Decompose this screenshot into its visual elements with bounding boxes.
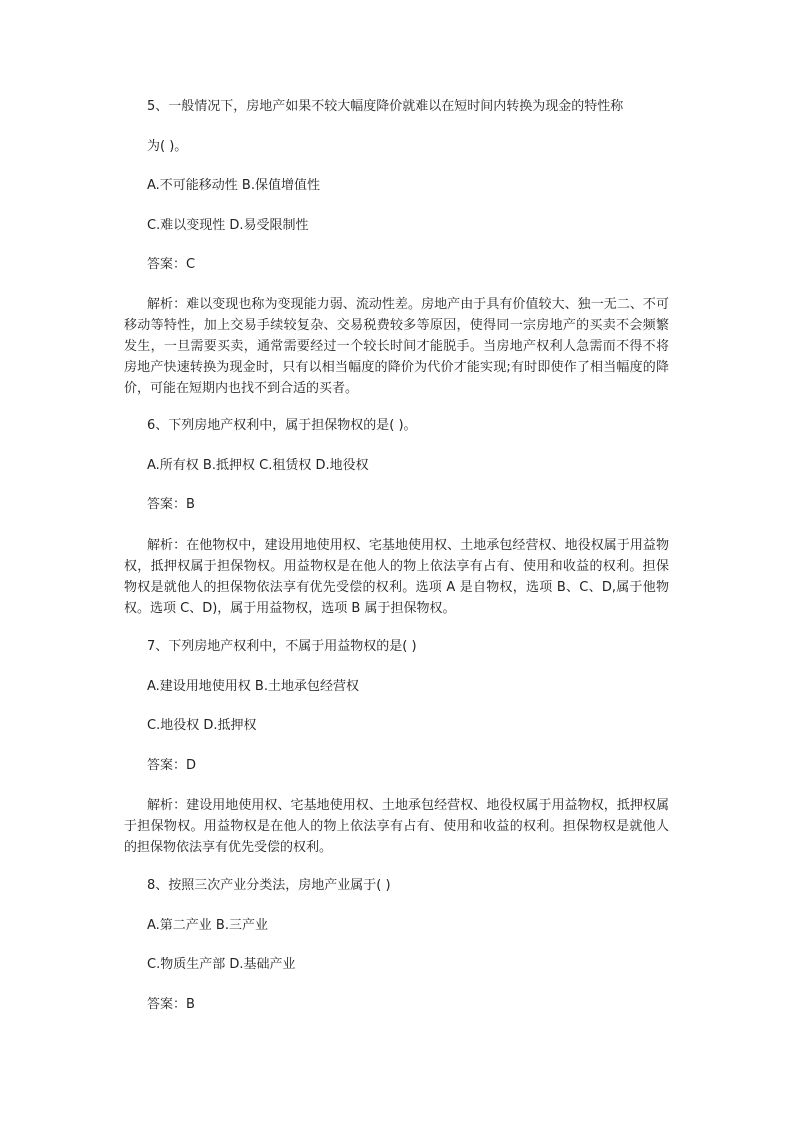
question-5-stem-line1: 5、一般情况下，房地产如果不较大幅度降价就难以在短时间内转换为现金的特性称	[147, 99, 624, 114]
question-8-answer: 答案：B	[147, 997, 195, 1012]
question-7-options-line2: C.地役权 D.抵押权	[147, 718, 257, 733]
question-7-answer: 答案：D	[147, 758, 197, 773]
question-6-stem: 6、下列房地产权利中，属于担保物权的是( )。	[147, 418, 417, 433]
question-7-analysis: 解析：建设用地使用权、宅基地使用权、土地承包经营权、地役权属于用益物权，抵押权属于担保物权。用益物权是在他人的物上依法享有占有、使用和收益的权利。担保物权是就他人的担保物依法享有优先受偿的权利。	[124, 798, 669, 855]
question-6-answer: 答案：B	[147, 497, 195, 512]
question-7-stem: 7、下列房地产权利中，不属于用益物权的是( )	[147, 639, 417, 654]
question-6-analysis: 解析：在他物权中，建设用地使用权、宅基地使用权、土地承包经营权、地役权属于用益物权，抵押权属于担保物权。用益物权是在他人的物上依法享有占有、使用和收益的权利。担保物权是就他人的担保物依法享有优先受偿的权利。选项 A 是自物权，选项 B、C、D,属于他物权。选项 C、D)，属于用益物权，选项 B 属于担保物权。	[124, 538, 669, 616]
question-5-answer: 答案：C	[147, 257, 196, 272]
question-8-options-line2: C.物质生产部 D.基础产业	[147, 957, 296, 972]
question-5-analysis: 解析：难以变现也称为变现能力弱、流动性差。房地产由于具有价值较大、独一无二、不可移动等特性，加上交易手续较复杂、交易税费较多等原因，使得同一宗房地产的买卖不会频繁发生，一旦需要买卖，通常需要经过一个较长时间才能脱手。当房地产权利人急需而不得不将房地产快速转换为现金时，只有以相当幅度的降价为代价才能实现;有时即使作了相当幅度的降价，可能在短期内也找不到合适的买者。	[124, 297, 669, 396]
question-5-stem-line2: 为( )。	[147, 139, 188, 154]
question-5-options-line2: C.难以变现性 D.易受限制性	[147, 218, 309, 233]
question-7-options-line1: A.建设用地使用权 B.土地承包经营权	[147, 679, 359, 694]
question-6-options: A.所有权 B.抵押权 C.租赁权 D.地役权	[147, 458, 369, 473]
question-8-options-line1: A.第二产业 B.三产业	[147, 918, 268, 933]
question-8-stem: 8、按照三次产业分类法，房地产业属于( )	[147, 878, 391, 893]
question-5-options-line1: A.不可能移动性 B.保值增值性	[147, 178, 320, 193]
